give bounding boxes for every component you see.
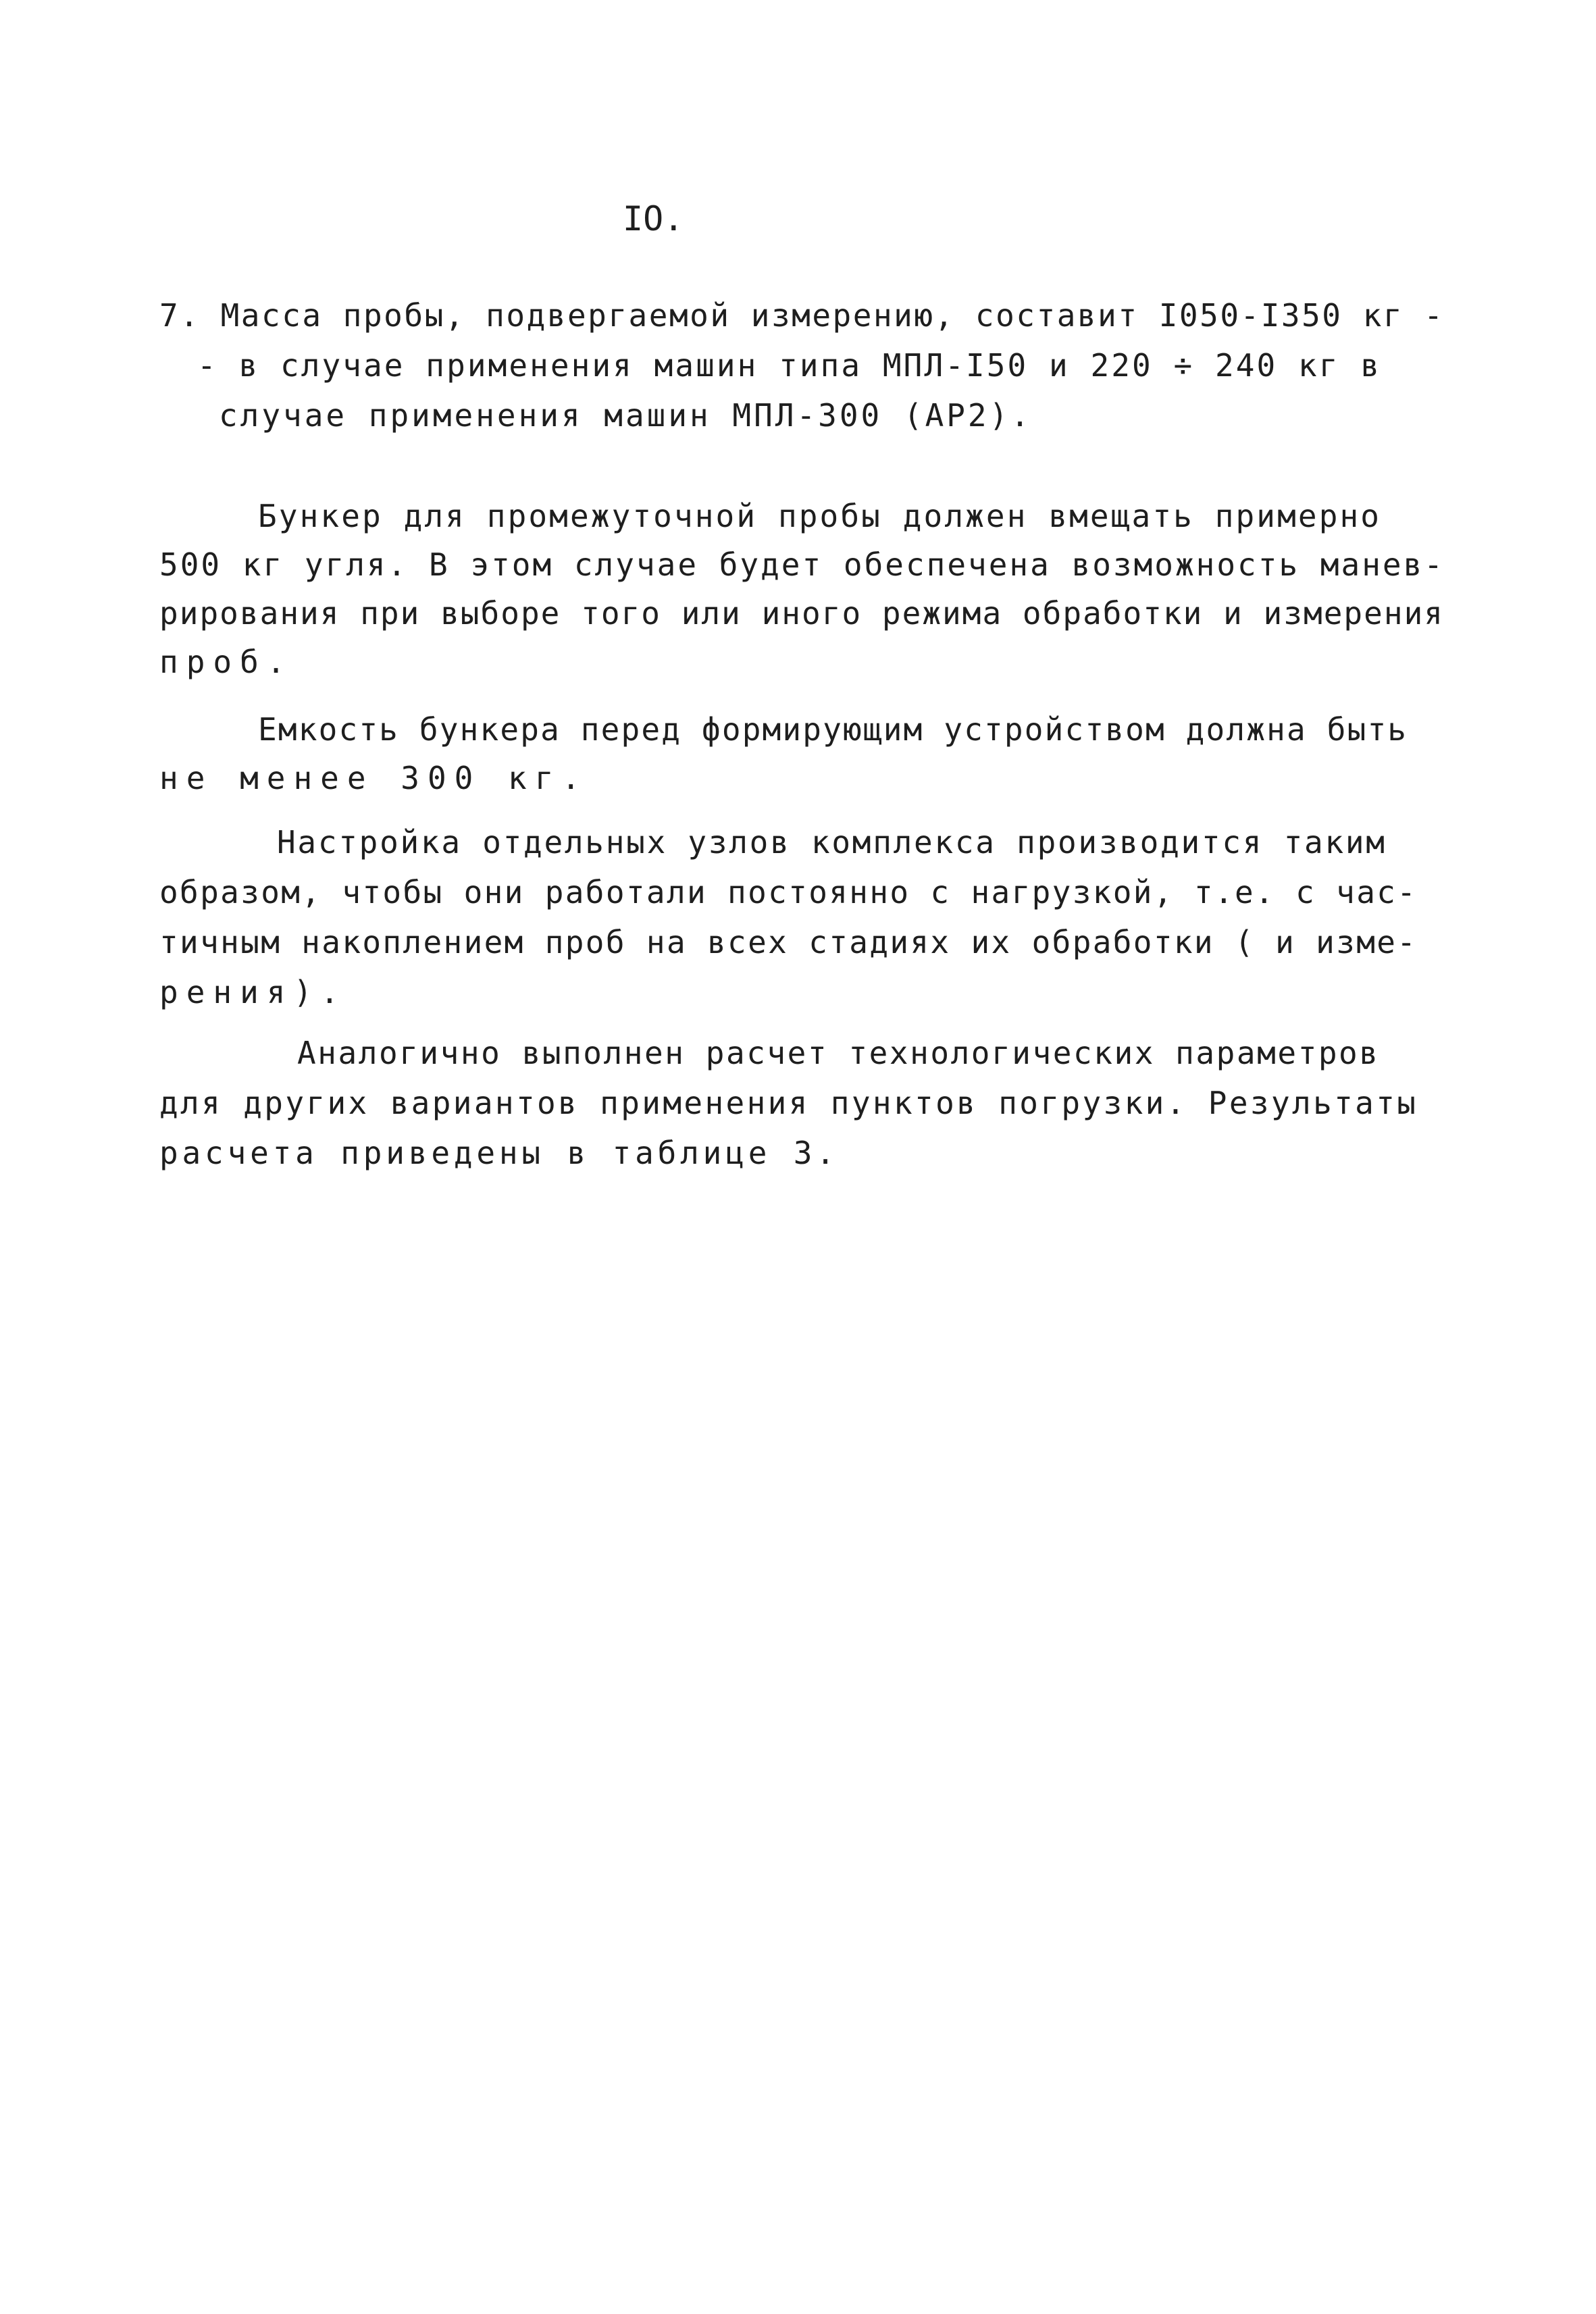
text-line: рения). <box>159 974 347 1010</box>
text-line: случае применения машин МПЛ-300 (АР2). <box>219 397 1032 434</box>
text-line: Емкость бункера перед формирующим устройством должна быть <box>258 711 1408 748</box>
text-line: не менее 300 кг. <box>159 760 589 796</box>
text-line: для других вариантов применения пунктов погрузки. Результаты <box>159 1085 1418 1121</box>
text-line: проб. <box>159 644 294 680</box>
text-line: тичным накоплением проб на всех стадиях их обработки ( и изме- <box>159 924 1418 960</box>
text-line: рирования при выборе того или иного режима обработки и измерения <box>159 595 1445 632</box>
text-line: Настройка отдельных узлов комплекса производится таким <box>277 824 1387 860</box>
text-line: Аналогично выполнен расчет технологических параметров <box>297 1035 1380 1071</box>
page-number: IO. <box>623 199 684 238</box>
text-line: Бункер для промежуточной пробы должен вмещать примерно <box>258 498 1382 534</box>
text-line: 500 кг угля. В этом случае будет обеспечена возможность манев- <box>159 546 1445 583</box>
text-line: образом, чтобы они работали постоянно с нагрузкой, т.е. с час- <box>159 874 1418 910</box>
text-line: - в случае применения машин типа МПЛ-I50 и 220 ÷ 240 кг в <box>197 347 1382 384</box>
text-line: расчета приведены в таблице 3. <box>159 1135 839 1171</box>
text-line: 7. Масса пробы, подвергаемой измерению, составит I050-I350 кг - <box>159 297 1445 334</box>
